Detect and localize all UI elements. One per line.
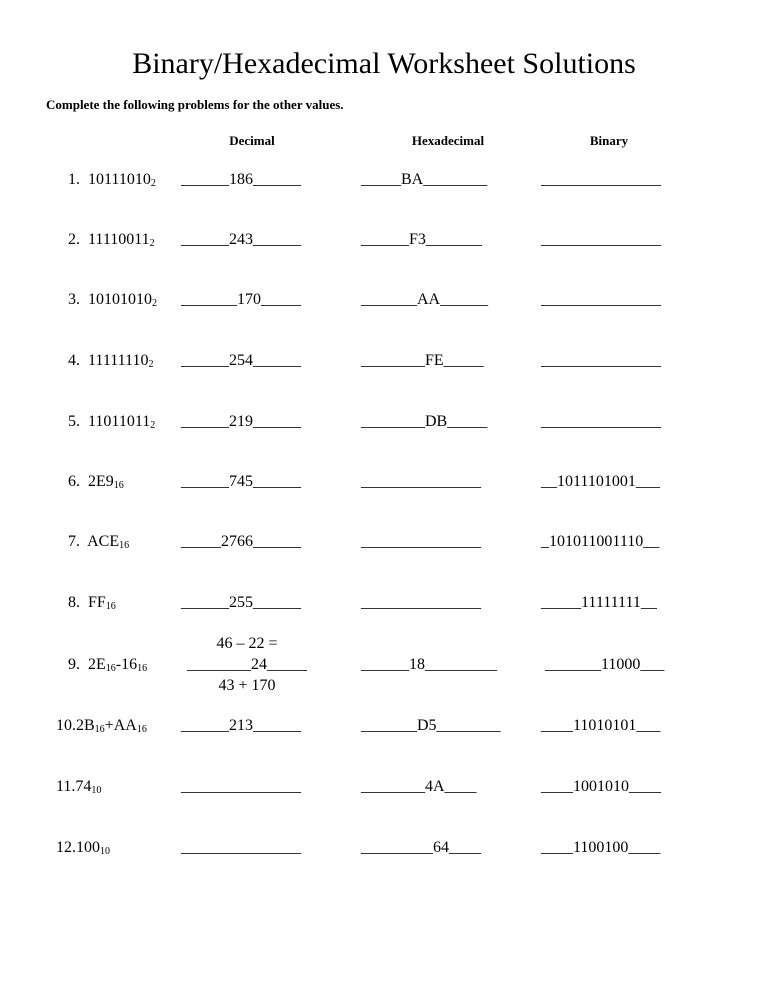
binary-answer: _______________ <box>541 291 661 308</box>
decimal-answer: _______________ <box>181 839 301 856</box>
binary-answer: ____1100100____ <box>541 839 661 856</box>
problem-row-2 <box>0 230 768 270</box>
column-header-binary: Binary <box>589 133 629 148</box>
decimal-answer: ______254______ <box>181 352 301 369</box>
hex-answer: ________4A____ <box>361 778 477 795</box>
hex-answer: _________64____ <box>361 839 481 856</box>
hex-answer: _______AA______ <box>361 291 489 308</box>
decimal-answer: ______745______ <box>181 473 301 490</box>
work-line-top: 46 – 22 = <box>216 635 278 652</box>
binary-answer: _101011001110__ <box>541 533 660 550</box>
hex-answer: ________DB_____ <box>361 413 488 430</box>
problem-label: 7. $ACE_{16}$ <box>68 533 130 551</box>
decimal-answer-work <box>181 633 313 696</box>
hex-answer: ______F3_______ <box>361 231 482 248</box>
problem-label: $12.100_{10}$ <box>56 839 110 857</box>
binary-answer: __1011101001___ <box>541 473 660 490</box>
problem-label: $11.74_{10}$ <box>56 778 102 796</box>
binary-answer: _______________ <box>541 413 661 430</box>
problem-row-11 <box>0 777 768 817</box>
decimal-answer: ______219______ <box>181 413 301 430</box>
problem-row-7 <box>0 532 768 572</box>
decimal-answer: ________24_____ <box>187 656 307 673</box>
column-header-hexadecimal: Hexadecimal <box>411 133 485 148</box>
problem-row-3 <box>0 290 768 330</box>
decimal-answer: ______186______ <box>181 171 301 188</box>
binary-answer: _______________ <box>541 231 661 248</box>
problem-label: 9. $2E_{16}-16_{16}$ <box>68 656 148 674</box>
problem-label: 3. $10101010_2$ <box>68 291 157 309</box>
column-header-decimal: Decimal <box>229 133 275 148</box>
binary-answer: ____11010101___ <box>541 717 661 734</box>
problem-row-8 <box>0 593 768 633</box>
hex-answer: _______________ <box>361 473 481 490</box>
binary-answer: _______11000___ <box>545 656 665 673</box>
decimal-answer: _______170_____ <box>181 291 301 308</box>
problem-row-12 <box>0 838 768 878</box>
problem-label: 1. $10111010_2$ <box>68 171 156 189</box>
hex-answer: ______18_________ <box>361 656 497 673</box>
problem-row-1 <box>0 170 768 210</box>
binary-answer: _______________ <box>541 171 661 188</box>
decimal-answer: ______243______ <box>181 231 301 248</box>
problem-label: 6. $2E9_{16}$ <box>68 473 124 491</box>
binary-answer: ____1001010____ <box>541 778 661 795</box>
hex-answer: _______________ <box>361 594 481 611</box>
problem-label: 4. $11111110_2$ <box>68 352 154 370</box>
page-title: Binary/Hexadecimal Worksheet Solutions <box>132 47 636 80</box>
hex-answer: _______________ <box>361 533 481 550</box>
decimal-answer: _____2766______ <box>181 533 301 550</box>
instructions: Complete the following problems for the other values. <box>46 97 344 112</box>
binary-answer: _____11111111__ <box>541 594 657 611</box>
problem-label: 2. $11110011_2$ <box>68 231 155 249</box>
problem-label: $10.2B_{16}+AA_{16}$ <box>56 717 147 735</box>
problem-row-6 <box>0 472 768 512</box>
problem-label: 5. $11011011_2$ <box>68 413 156 431</box>
binary-answer: _______________ <box>541 352 661 369</box>
problem-label: 8. $FF_{16}$ <box>68 594 116 612</box>
hex-answer: _______D5________ <box>361 717 501 734</box>
problem-row-4 <box>0 351 768 391</box>
problem-row-5 <box>0 412 768 452</box>
hex-answer: _____BA________ <box>361 171 488 188</box>
problem-row-9 <box>0 635 768 695</box>
hex-answer: ________FE_____ <box>361 352 484 369</box>
decimal-answer: ______255______ <box>181 594 301 611</box>
decimal-answer: _______________ <box>181 778 301 795</box>
decimal-answer: ______213______ <box>181 717 301 734</box>
work-line-bottom: 43 + 170 <box>218 677 276 694</box>
problem-row-10 <box>0 716 768 756</box>
